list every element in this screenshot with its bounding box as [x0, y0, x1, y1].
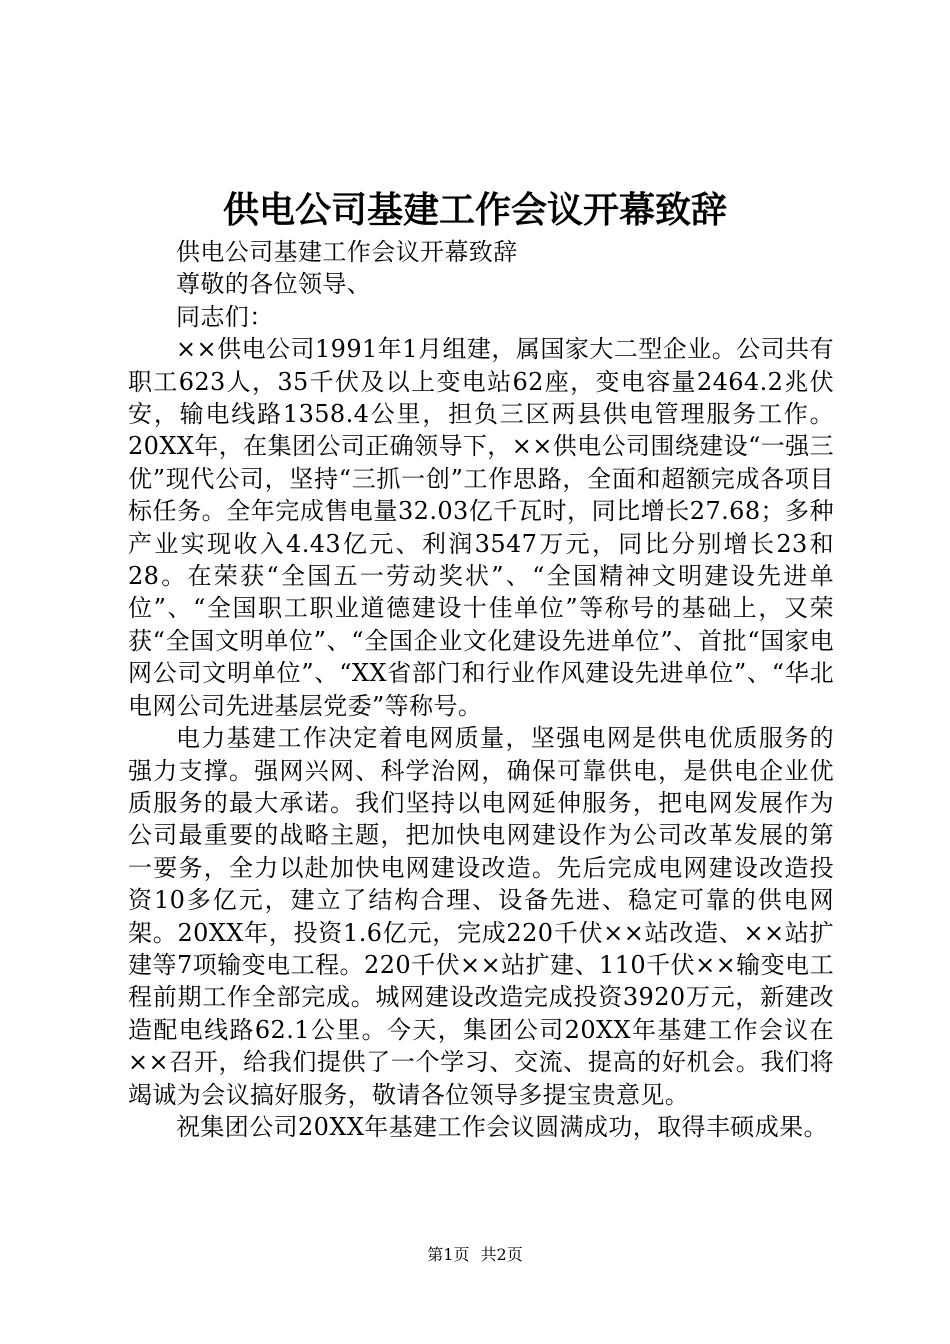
paragraph-closing-wish: 祝集团公司20XX年基建工作会议圆满成功，取得丰硕成果。 [176, 1112, 828, 1141]
document-body [128, 236, 834, 1143]
paragraph-grid-construction: 电力基建工作决定着电网质量，坚强电网是供电优质服务的强力支撑。强网兴网、科学治网，确保可靠供电，是供电企业优质服务的最大承诺。我们坚持以电网延伸服务，把电网发展作为公司最重要的战略主题，把加快电网建设作为公司改革发展的第一要务，全力以赴加快电网建设改造。先后完成电网建设改造投资10多亿元，建立了结构合理、设备先进、稳定可靠的供电网架。20XX年，投资1.6亿元，完成220千伏××站改造、××站扩建等7项输变电工程。220千伏××站扩建、110千伏××输变电工程前期工作全部完成。城网建设改造完成投资3920万元，新建改造配电线路62.1公里。今天，集团公司20XX年基建工作会议在××召开，给我们提供了一个学习、交流、提高的好机会。我们将竭诚为会议搞好服务，敬请各位领导多提宝贵意见。 [128, 724, 834, 1109]
page-number: 第1页 [427, 1245, 470, 1264]
paragraph-company-intro: ××供电公司1991年1月组建，属国家大二型企业。公司共有职工623人，35千伏及以上变电站62座，变电容量2464.2兆伏安，输电线路1358.4公里，担负三区两县供电管理服务工作。20XX年，在集团公司正确领导下，××供电公司围绕建设“一强三优”现代公司，坚持“三抓一创”工作思路，全面和超额完成各项目标任务。全年完成售电量32.03亿千瓦时，同比增长27.68；多种产业实现收入4.43亿元、利润3547万元，同比分别增长23和28。在荣获“全国五一劳动奖状”、“全国精神文明建设先进单位”、“全国职工职业道德建设十佳单位”等称号的基础上，又荣获“全国文明单位”、“全国企业文化建设先进单位”、首批“国家电网公司文明单位”、“XX省部门和行业作风建设先进单位”、“华北电网公司先进基层党委”等称号。 [128, 335, 834, 720]
page-total: 共2页 [480, 1245, 523, 1264]
paragraph-heading-repeat: 供电公司基建工作会议开幕致辞 [176, 238, 518, 266]
paragraph-salutation-2: 同志们： [176, 302, 274, 331]
paragraph-salutation: 尊敬的各位领导、 [176, 270, 372, 299]
page-footer [0, 1244, 950, 1266]
document-title: 供电公司基建工作会议开幕致辞 [222, 189, 727, 231]
